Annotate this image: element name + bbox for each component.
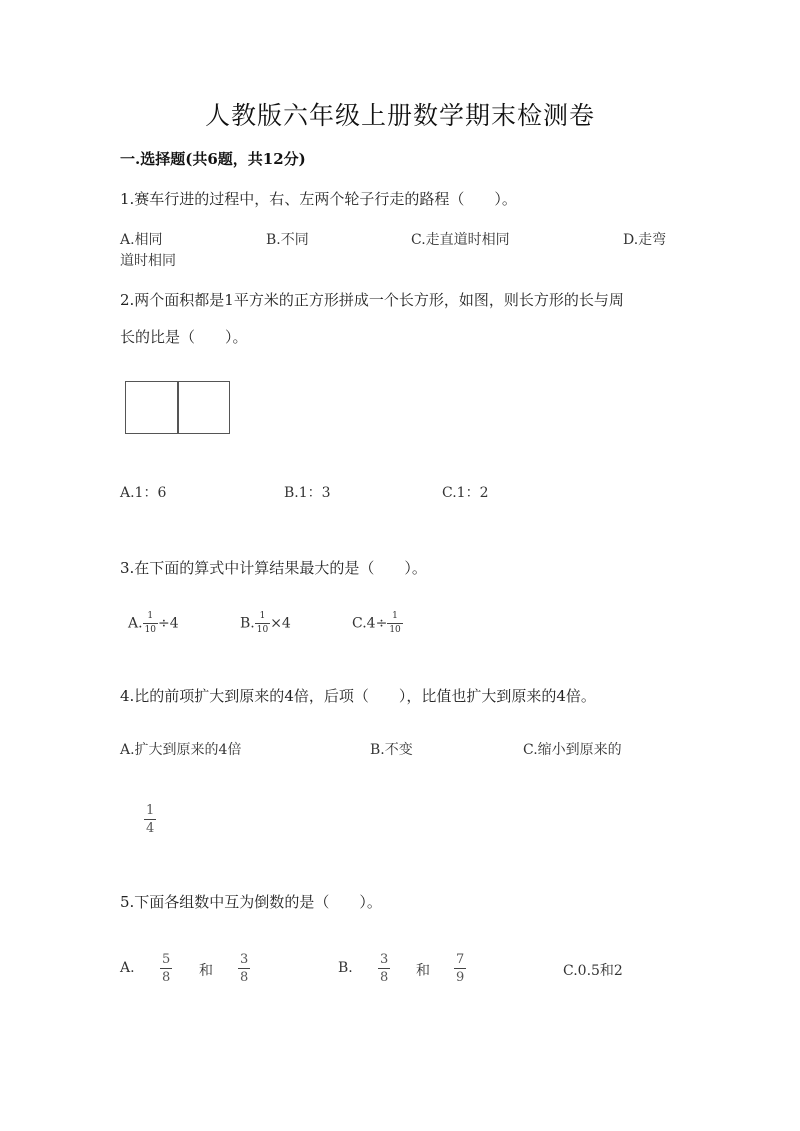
q5-option-a-and: 和 [199,963,213,979]
q3-option-c-label: C.4÷ [352,615,388,632]
question-3-text: 3.在下面的算式中计算结果最大的是（ ）。 [120,559,427,577]
q1-option-a[interactable]: A.相同 [120,232,163,248]
q5-option-b-fraction-2 [454,953,466,984]
q5-a1-denominator: 8 [162,970,171,985]
question-1-text: 1.赛车行进的过程中，右、左两个轮子行走的路程（ ）。 [120,190,517,208]
page-title: 人教版六年级上册数学期末检测卷 [204,101,595,130]
q1-option-d[interactable]: D.走弯 [623,232,667,248]
q5-a2-denominator: 8 [240,970,249,985]
q3-option-b-fraction [255,612,270,635]
q3-option-c[interactable] [352,612,403,635]
q3-option-b-label: B. [240,615,255,632]
q3-option-b[interactable] [240,612,291,635]
q1-option-c[interactable]: C.走直道时相同 [411,232,510,248]
q4-option-b[interactable]: B.不变 [370,742,413,758]
q5-b1-denominator: 8 [380,970,389,985]
q3-option-a[interactable] [128,612,179,635]
q2-option-b[interactable]: B.1：3 [284,485,331,501]
q4-option-c[interactable]: C.缩小到原来的 [523,742,622,758]
q5-b1-numerator: 3 [380,952,389,967]
figure-divider [177,382,179,433]
q2-option-a[interactable]: A.1：6 [120,485,167,501]
q3-c-numerator: 1 [392,611,398,621]
question-2-text-line2: 长的比是（ ）。 [120,328,248,346]
question-2-text-line1: 2.两个面积都是1平方米的正方形拼成一个长方形，如图，则长方形的长与周 [120,291,624,309]
question-4-text: 4.比的前项扩大到原来的4倍，后项（ ），比值也扩大到原来的4倍。 [120,687,596,705]
q5-option-a-label[interactable]: A. [120,960,135,976]
q5-option-c[interactable]: C.0.5和2 [563,963,623,979]
q3-b-denominator: 10 [256,625,269,635]
q5-option-a-fraction-2 [238,953,250,984]
q3-a-denominator: 10 [144,625,157,635]
q3-option-a-fraction [143,612,158,635]
question-5-text: 5.下面各组数中互为倒数的是（ ）。 [120,893,382,911]
q5-option-b-and: 和 [416,963,430,979]
q1-option-d-continued: 道时相同 [120,253,176,269]
q5-b2-denominator: 9 [456,970,465,985]
two-squares-rectangle-figure [125,381,230,434]
q5-option-b-label[interactable]: B. [338,960,353,976]
q5-a2-numerator: 3 [240,952,249,967]
q3-b-numerator: 1 [259,611,266,621]
q5-b2-numerator: 7 [456,952,465,967]
q4-option-a[interactable]: A.扩大到原来的4倍 [120,742,242,758]
q3-c-denominator: 10 [389,625,401,635]
q3-option-a-operator: ÷4 [158,615,179,632]
q5-option-b-fraction-1 [378,953,390,984]
q3-option-b-operator: ×4 [270,615,291,632]
section-heading: 一.选择题(共6题，共12分) [120,150,306,168]
q4-c-numerator: 1 [146,803,155,818]
q4-option-c-fraction [144,804,156,835]
q3-option-c-fraction [387,612,402,635]
q5-option-a-fraction-1 [160,953,172,984]
q2-option-c[interactable]: C.1：2 [442,485,489,501]
q3-option-a-label: A. [128,615,143,632]
q1-option-b[interactable]: B.不同 [266,232,309,248]
q3-a-numerator: 1 [147,611,154,621]
q4-c-denominator: 4 [146,821,155,836]
q5-a1-numerator: 5 [162,952,171,967]
